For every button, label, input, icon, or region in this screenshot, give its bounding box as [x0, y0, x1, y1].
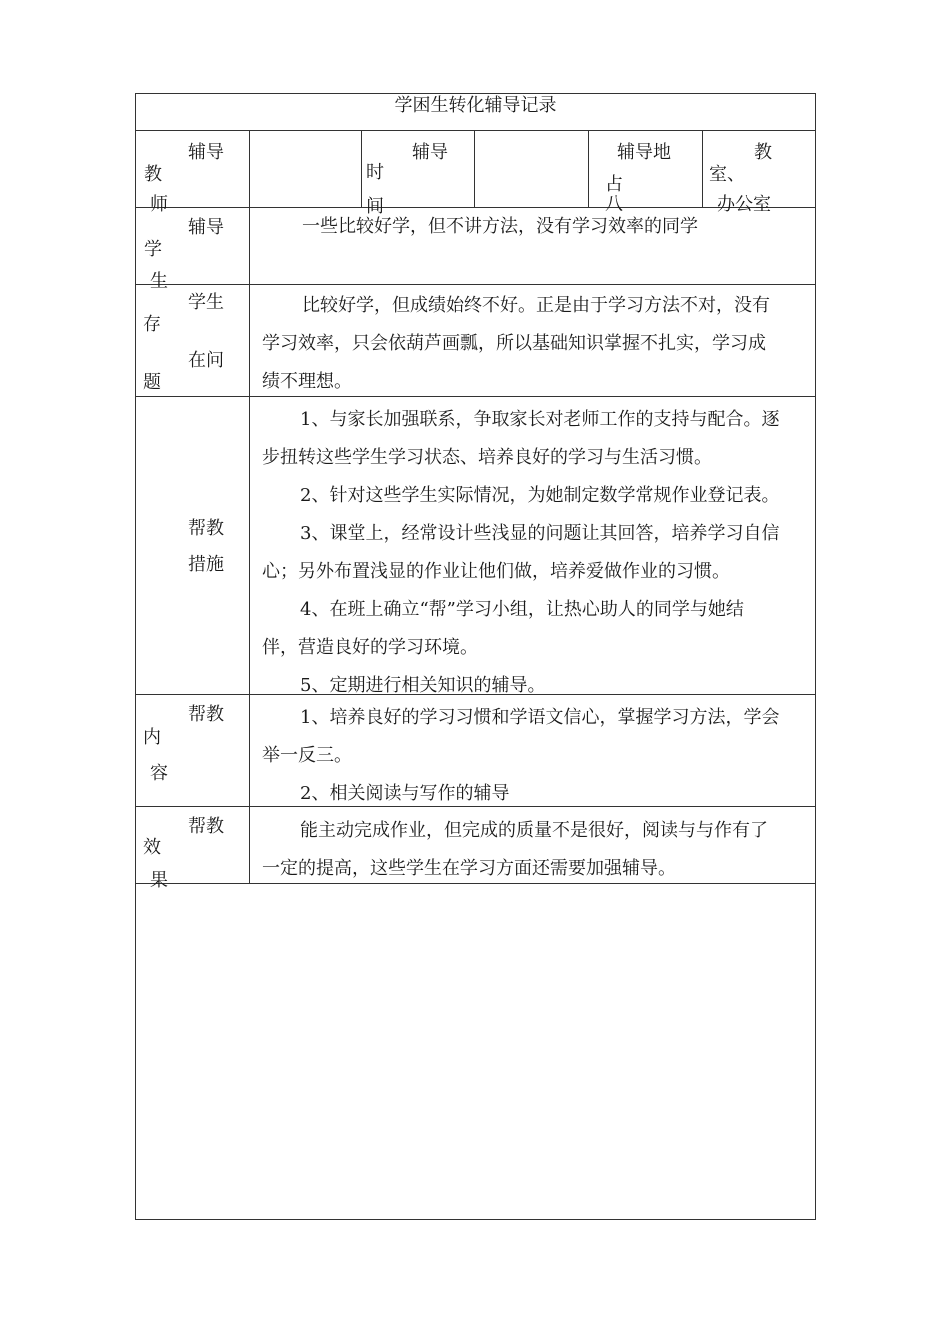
- teacher-label-cell: [136, 131, 248, 215]
- content-line: 举一反三。: [262, 745, 352, 766]
- place-value: 室、: [709, 164, 745, 185]
- measures-line: 2、针对这些学生实际情况，为她制定数学常规作业登记表。: [300, 485, 780, 506]
- measures-line: 1、与家长加强联系，争取家长对老师工作的支持与配合。逐: [300, 409, 780, 430]
- effect-label-cell: [136, 807, 248, 891]
- effect-line: 一定的提高，这些学生在学习方面还需要加强辅导。: [262, 858, 676, 879]
- teacher-value-cell: [250, 131, 360, 206]
- problem-label: 存: [143, 314, 161, 335]
- content-label: 内: [143, 727, 161, 748]
- student-label: 辅导: [188, 217, 224, 238]
- teacher-label: 辅导: [188, 142, 224, 163]
- measures-line: 4、在班上确立“帮”学习小组，让热心助人的同学与她结: [300, 599, 744, 620]
- problem-line: 比较好学，但成绩始终不好。正是由于学习方法不对，没有: [302, 295, 770, 316]
- problem-line: 学习效率，只会依葫芦画瓢，所以基础知识掌握不扎实，学习成: [262, 333, 766, 354]
- place-label: 占: [605, 174, 623, 195]
- column-divider: [249, 130, 250, 883]
- problem-label: 题: [143, 372, 161, 393]
- measures-line: 伴，营造良好的学习环境。: [262, 637, 478, 658]
- teacher-label: 师: [150, 194, 168, 215]
- content-label: 帮教: [188, 704, 224, 725]
- time-label: 辅导: [412, 142, 448, 163]
- place-label: 八: [605, 194, 623, 215]
- measures-line: 步扭转这些学生学习状态、培养良好的学习与生活习惯。: [262, 447, 712, 468]
- effect-line: 能主动完成作业，但完成的质量不是很好，阅读与与作有了: [300, 820, 768, 841]
- row-divider: [135, 396, 816, 397]
- effect-label: 效: [143, 837, 161, 858]
- effect-label: 果: [150, 870, 168, 891]
- measures-line: 心；另外布置浅显的作业让他们做，培养爱做作业的习惯。: [262, 561, 730, 582]
- student-value: 一些比较好学，但不讲方法，没有学习效率的同学: [302, 216, 698, 237]
- time-value-cell: [475, 131, 587, 206]
- effect-label: 帮教: [188, 816, 224, 837]
- teacher-label: 教: [144, 164, 162, 185]
- student-label: 生: [150, 271, 168, 292]
- measures-line: 5、定期进行相关知识的辅导。: [300, 675, 546, 696]
- student-label: 学: [144, 239, 162, 260]
- place-value: 办公室: [717, 194, 771, 215]
- page-title: 学困生转化辅导记录: [394, 95, 557, 116]
- measures-label: 措施: [188, 554, 224, 575]
- time-label-cell: [362, 131, 473, 217]
- place-value: 教: [754, 142, 772, 163]
- content-label: 容: [150, 763, 168, 784]
- place-label-cell: [589, 131, 701, 215]
- problem-line: 绩不理想。: [262, 371, 352, 392]
- problem-label: 学生: [188, 292, 224, 313]
- problem-label-cell: [136, 285, 248, 395]
- measures-label: 帮教: [188, 518, 224, 539]
- student-label-cell: [136, 208, 248, 292]
- time-label: 间: [366, 196, 384, 217]
- measures-line: 3、课堂上，经常设计些浅显的问题让其回答，培养学习自信: [300, 523, 780, 544]
- place-value-cell: [703, 131, 815, 215]
- content-line: 1、培养良好的学习习惯和学语文信心，掌握学习方法，学会: [300, 707, 780, 728]
- content-line: 2、相关阅读与写作的辅导: [300, 783, 510, 804]
- time-label: 时: [366, 162, 384, 183]
- problem-label: 在问: [188, 350, 224, 371]
- place-label: 辅导地: [617, 142, 671, 163]
